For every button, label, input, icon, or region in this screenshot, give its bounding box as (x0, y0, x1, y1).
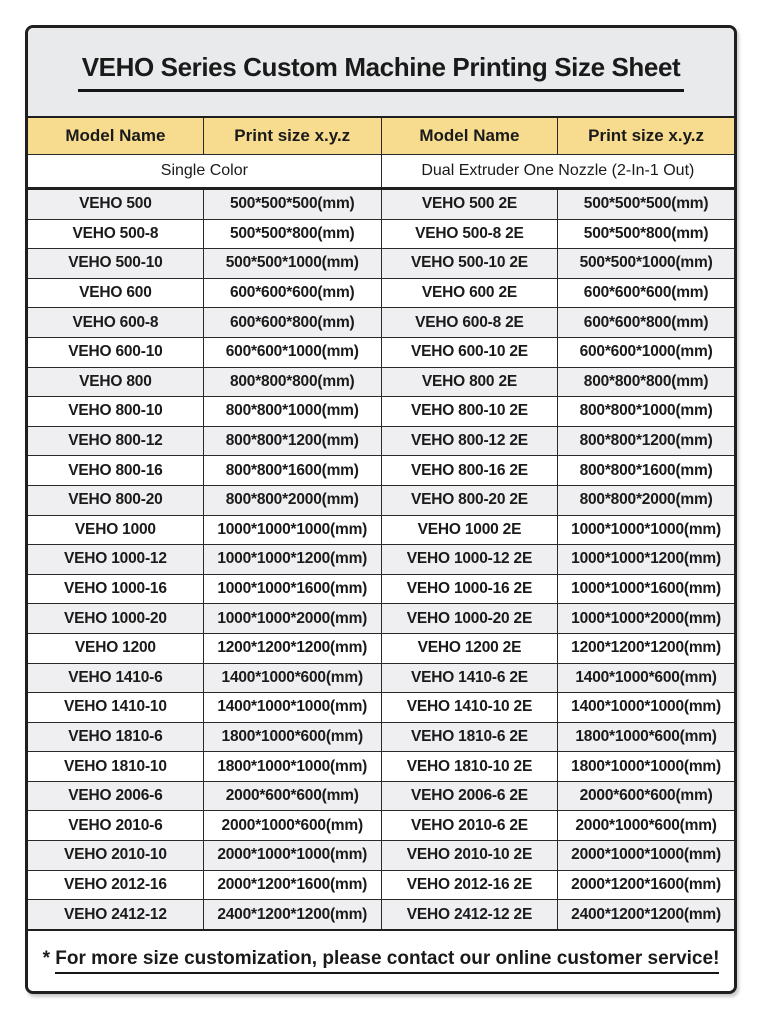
table-row (28, 397, 734, 427)
size-cell-dual: 800*800*2000(mm) (579, 491, 713, 509)
table-row (28, 190, 734, 220)
size-cell-dual: 500*500*500(mm) (583, 195, 709, 213)
model-cell-single: VEHO 500-8 (28, 220, 204, 249)
model-cell-dual: VEHO 800-16 2E (382, 456, 559, 485)
size-cell-single: 600*600*1000(mm) (204, 338, 382, 367)
size-cell-dual: 600*600*1000(mm) (579, 343, 713, 361)
model-cell-single: VEHO 1810-6 (28, 723, 204, 752)
model-cell-dual: VEHO 1200 2E (382, 634, 559, 663)
model-cell-dual: VEHO 500 2E (382, 190, 559, 219)
model-cell-single: VEHO 1000-12 (28, 545, 204, 574)
size-cell-dual: 2000*1000*600(mm) (575, 816, 717, 834)
table-row (28, 338, 734, 368)
size-cell-single: 600*600*800(mm) (204, 308, 382, 337)
size-cell-dual: 800*800*1200(mm) (579, 432, 713, 450)
model-cell-single: VEHO 2412-12 (28, 900, 204, 929)
model-cell-single: VEHO 1200 (28, 634, 204, 663)
column-header-model-right: Model Name (382, 118, 559, 154)
group-header-dual-extruder: Dual Extruder One Nozzle (2-In-1 Out) (421, 162, 695, 179)
size-cell-single: 1200*1200*1200(mm) (204, 634, 382, 663)
model-cell-single: VEHO 600-10 (28, 338, 204, 367)
table-row (28, 841, 734, 871)
size-cell-single: 1800*1000*600(mm) (204, 723, 382, 752)
model-cell-dual: VEHO 1410-6 2E (382, 664, 559, 693)
table-row (28, 752, 734, 782)
model-cell-single: VEHO 1000 (28, 516, 204, 545)
model-cell-single: VEHO 800-16 (28, 456, 204, 485)
model-cell-single: VEHO 600-8 (28, 308, 204, 337)
model-cell-dual: VEHO 500-8 2E (382, 220, 559, 249)
column-header-model-left: Model Name (28, 118, 204, 154)
model-cell-dual: VEHO 500-10 2E (382, 249, 559, 278)
size-cell-single: 1800*1000*1000(mm) (204, 752, 382, 781)
footer-asterisk: * (42, 948, 50, 969)
table-row (28, 427, 734, 457)
size-cell-single: 800*800*800(mm) (204, 368, 382, 397)
size-cell-dual: 2000*1200*1600(mm) (571, 875, 721, 893)
model-cell-single: VEHO 800-12 (28, 427, 204, 456)
size-cell-single: 1400*1000*600(mm) (204, 664, 382, 693)
size-cell-single: 500*500*1000(mm) (204, 249, 382, 278)
size-cell-dual: 1000*1000*1200(mm) (571, 550, 721, 568)
model-cell-dual: VEHO 600-10 2E (382, 338, 559, 367)
size-cell-dual: 800*800*1000(mm) (579, 402, 713, 420)
model-cell-dual: VEHO 2006-6 2E (382, 782, 559, 811)
model-cell-dual: VEHO 2012-16 2E (382, 871, 559, 900)
model-cell-dual: VEHO 600-8 2E (382, 308, 559, 337)
size-cell-single: 1000*1000*1600(mm) (204, 575, 382, 604)
size-cell-dual: 800*800*800(mm) (583, 372, 709, 390)
column-header-size-left: Print size x.y.z (204, 118, 382, 154)
model-cell-dual: VEHO 800-12 2E (382, 427, 559, 456)
size-cell-dual: 1800*1000*1000(mm) (571, 757, 721, 775)
size-cell-dual: 600*600*600(mm) (583, 284, 709, 302)
table-row (28, 782, 734, 812)
table-row (28, 664, 734, 694)
table-row (28, 693, 734, 723)
table-row (28, 871, 734, 901)
model-cell-dual: VEHO 2010-6 2E (382, 811, 559, 840)
model-cell-dual: VEHO 1410-10 2E (382, 693, 559, 722)
model-cell-single: VEHO 1410-10 (28, 693, 204, 722)
model-cell-dual: VEHO 1000-16 2E (382, 575, 559, 604)
model-cell-single: VEHO 1410-6 (28, 664, 204, 693)
size-cell-dual: 500*500*1000(mm) (579, 254, 713, 272)
table-body (28, 190, 734, 931)
table-row (28, 308, 734, 338)
size-cell-single: 800*800*1200(mm) (204, 427, 382, 456)
size-cell-dual: 500*500*800(mm) (583, 224, 709, 242)
table-row (28, 486, 734, 516)
column-header-size-right: Print size x.y.z (588, 126, 705, 145)
model-cell-single: VEHO 800 (28, 368, 204, 397)
model-cell-single: VEHO 800-20 (28, 486, 204, 515)
table-row (28, 545, 734, 575)
size-cell-dual: 800*800*1600(mm) (579, 461, 713, 479)
size-cell-dual: 1400*1000*600(mm) (575, 668, 717, 686)
size-cell-dual: 1000*1000*1000(mm) (571, 520, 721, 538)
footer-note (43, 948, 720, 974)
model-cell-single: VEHO 500-10 (28, 249, 204, 278)
size-cell-single: 1000*1000*1000(mm) (204, 516, 382, 545)
table-row (28, 575, 734, 605)
model-cell-dual: VEHO 1000-20 2E (382, 604, 559, 633)
model-cell-single: VEHO 1000-20 (28, 604, 204, 633)
size-cell-single: 2000*1000*1000(mm) (204, 841, 382, 870)
size-cell-single: 2000*1000*600(mm) (204, 811, 382, 840)
model-cell-single: VEHO 2010-6 (28, 811, 204, 840)
size-cell-dual: 600*600*800(mm) (583, 313, 709, 331)
table-row (28, 456, 734, 486)
title-band (28, 28, 734, 118)
size-cell-single: 500*500*500(mm) (204, 190, 382, 219)
size-cell-single: 800*800*2000(mm) (204, 486, 382, 515)
size-cell-dual: 2000*1000*1000(mm) (571, 846, 721, 864)
model-cell-dual: VEHO 1810-10 2E (382, 752, 559, 781)
size-cell-single: 800*800*1000(mm) (204, 397, 382, 426)
size-cell-single: 1400*1000*1000(mm) (204, 693, 382, 722)
size-cell-dual: 1200*1200*1200(mm) (571, 639, 721, 657)
model-cell-dual: VEHO 800-10 2E (382, 397, 559, 426)
table-row (28, 811, 734, 841)
model-cell-dual: VEHO 800 2E (382, 368, 559, 397)
model-cell-single: VEHO 500 (28, 190, 204, 219)
table-row (28, 220, 734, 250)
model-cell-single: VEHO 800-10 (28, 397, 204, 426)
footer-band (28, 931, 734, 991)
group-header-single-color: Single Color (28, 155, 382, 187)
model-cell-single: VEHO 1810-10 (28, 752, 204, 781)
table-row (28, 900, 734, 931)
size-cell-dual: 1000*1000*1600(mm) (571, 580, 721, 598)
size-cell-dual: 2400*1200*1200(mm) (571, 905, 721, 923)
size-cell-single: 2000*1200*1600(mm) (204, 871, 382, 900)
table-row (28, 368, 734, 398)
size-cell-dual: 1800*1000*600(mm) (575, 727, 717, 745)
table-row (28, 634, 734, 664)
model-cell-dual: VEHO 1810-6 2E (382, 723, 559, 752)
model-cell-single: VEHO 2010-10 (28, 841, 204, 870)
table-group-header-row (28, 155, 734, 190)
footer-note-text: For more size customization, please contact our online customer service! (55, 948, 719, 974)
model-cell-single: VEHO 2006-6 (28, 782, 204, 811)
model-cell-single: VEHO 2012-16 (28, 871, 204, 900)
size-cell-single: 2400*1200*1200(mm) (204, 900, 382, 929)
size-cell-single: 600*600*600(mm) (204, 279, 382, 308)
size-cell-single: 2000*600*600(mm) (204, 782, 382, 811)
size-cell-single: 1000*1000*1200(mm) (204, 545, 382, 574)
model-cell-dual: VEHO 1000-12 2E (382, 545, 559, 574)
table-row (28, 249, 734, 279)
size-cell-dual: 1000*1000*2000(mm) (571, 609, 721, 627)
model-cell-dual: VEHO 2412-12 2E (382, 900, 559, 929)
size-cell-single: 500*500*800(mm) (204, 220, 382, 249)
size-sheet (25, 25, 737, 994)
table-row (28, 604, 734, 634)
model-cell-dual: VEHO 600 2E (382, 279, 559, 308)
table-row (28, 279, 734, 309)
size-cell-single: 1000*1000*2000(mm) (204, 604, 382, 633)
size-cell-single: 800*800*1600(mm) (204, 456, 382, 485)
table-row (28, 723, 734, 753)
model-cell-dual: VEHO 2010-10 2E (382, 841, 559, 870)
table-header-row (28, 118, 734, 155)
model-cell-single: VEHO 600 (28, 279, 204, 308)
model-cell-dual: VEHO 800-20 2E (382, 486, 559, 515)
model-cell-single: VEHO 1000-16 (28, 575, 204, 604)
size-cell-dual: 2000*600*600(mm) (579, 787, 713, 805)
page-title: VEHO Series Custom Machine Printing Size Sheet (78, 52, 685, 92)
size-cell-dual: 1400*1000*1000(mm) (571, 698, 721, 716)
model-cell-dual: VEHO 1000 2E (382, 516, 559, 545)
table-row (28, 516, 734, 546)
